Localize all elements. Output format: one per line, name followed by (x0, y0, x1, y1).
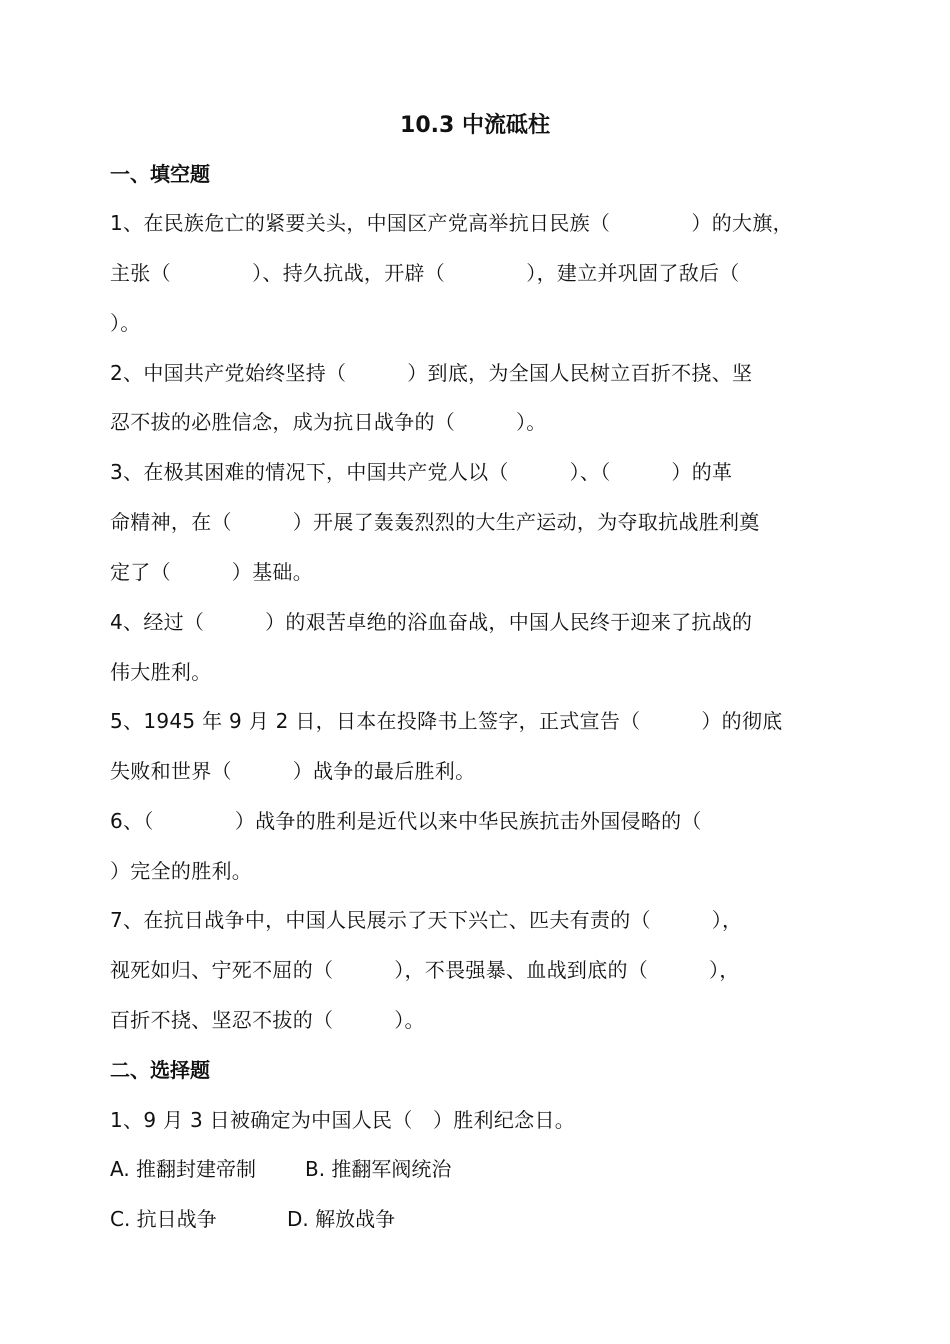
question-2-line-2: 忍不拔的必胜信念，成为抗日战争的（ ）。 (110, 410, 547, 434)
question-3-line-3: 定了（ ）基础。 (110, 560, 313, 584)
option-d: D. 解放战争 (287, 1207, 396, 1231)
question-5-line-2: 失败和世界（ ）战争的最后胜利。 (110, 759, 476, 783)
question-6-line-1: 6、（ ）战争的胜利是近代以来中华民族抗击外国侵略的（ (110, 809, 702, 833)
question-3-line-1: 3、在极其困难的情况下，中国共产党人以（ ）、（ ）的革 (110, 460, 733, 484)
option-c: C. 抗日战争 (110, 1207, 217, 1231)
question-7-line-1: 7、在抗日战争中，中国人民展示了天下兴亡、匹夫有责的（ ）， (110, 908, 743, 932)
question-2-line-1: 2、中国共产党始终坚持（ ）到底，为全国人民树立百折不挠、坚 (110, 361, 753, 385)
question-4-line-2: 伟大胜利。 (110, 660, 212, 684)
page-title: 10.3 中流砥柱 (400, 113, 550, 138)
question-7-line-2: 视死如归、宁死不屈的（ ），不畏强暴、血战到底的（ ）， (110, 958, 740, 982)
question-1-line-2: 主张（ ）、持久抗战，开辟（ ），建立并巩固了敌后（ (110, 261, 740, 285)
option-a: A. 推翻封建帝制 (110, 1157, 257, 1181)
question-7-line-3: 百折不挠、坚忍不拔的（ ）。 (110, 1008, 425, 1032)
question-5-line-1: 5、1945 年 9 月 2 日，日本在投降书上签字，正式宣告（ ）的彻底 (110, 709, 783, 733)
question-4-line-1: 4、经过（ ）的艰苦卓绝的浴血奋战，中国人民终于迎来了抗战的 (110, 610, 753, 634)
question-3-line-2: 命精神，在（ ）开展了轰轰烈烈的大生产运动，为夺取抗战胜利奠 (110, 510, 760, 534)
section-heading-multiple-choice: 二、选择题 (110, 1058, 210, 1082)
question-6-line-2: ）完全的胜利。 (110, 859, 253, 883)
option-b: B. 推翻军阀统治 (305, 1157, 452, 1181)
section-heading-fill-blank: 一、填空题 (110, 162, 210, 186)
choice-question-1-stem: 1、9 月 3 日被确定为中国人民（ ）胜利纪念日。 (110, 1108, 576, 1132)
question-1-line-3: ）。 (110, 311, 141, 335)
question-1-line-1: 1、在民族危亡的紧要关头，中国区产党高举抗日民族（ ）的大旗， (110, 211, 793, 235)
